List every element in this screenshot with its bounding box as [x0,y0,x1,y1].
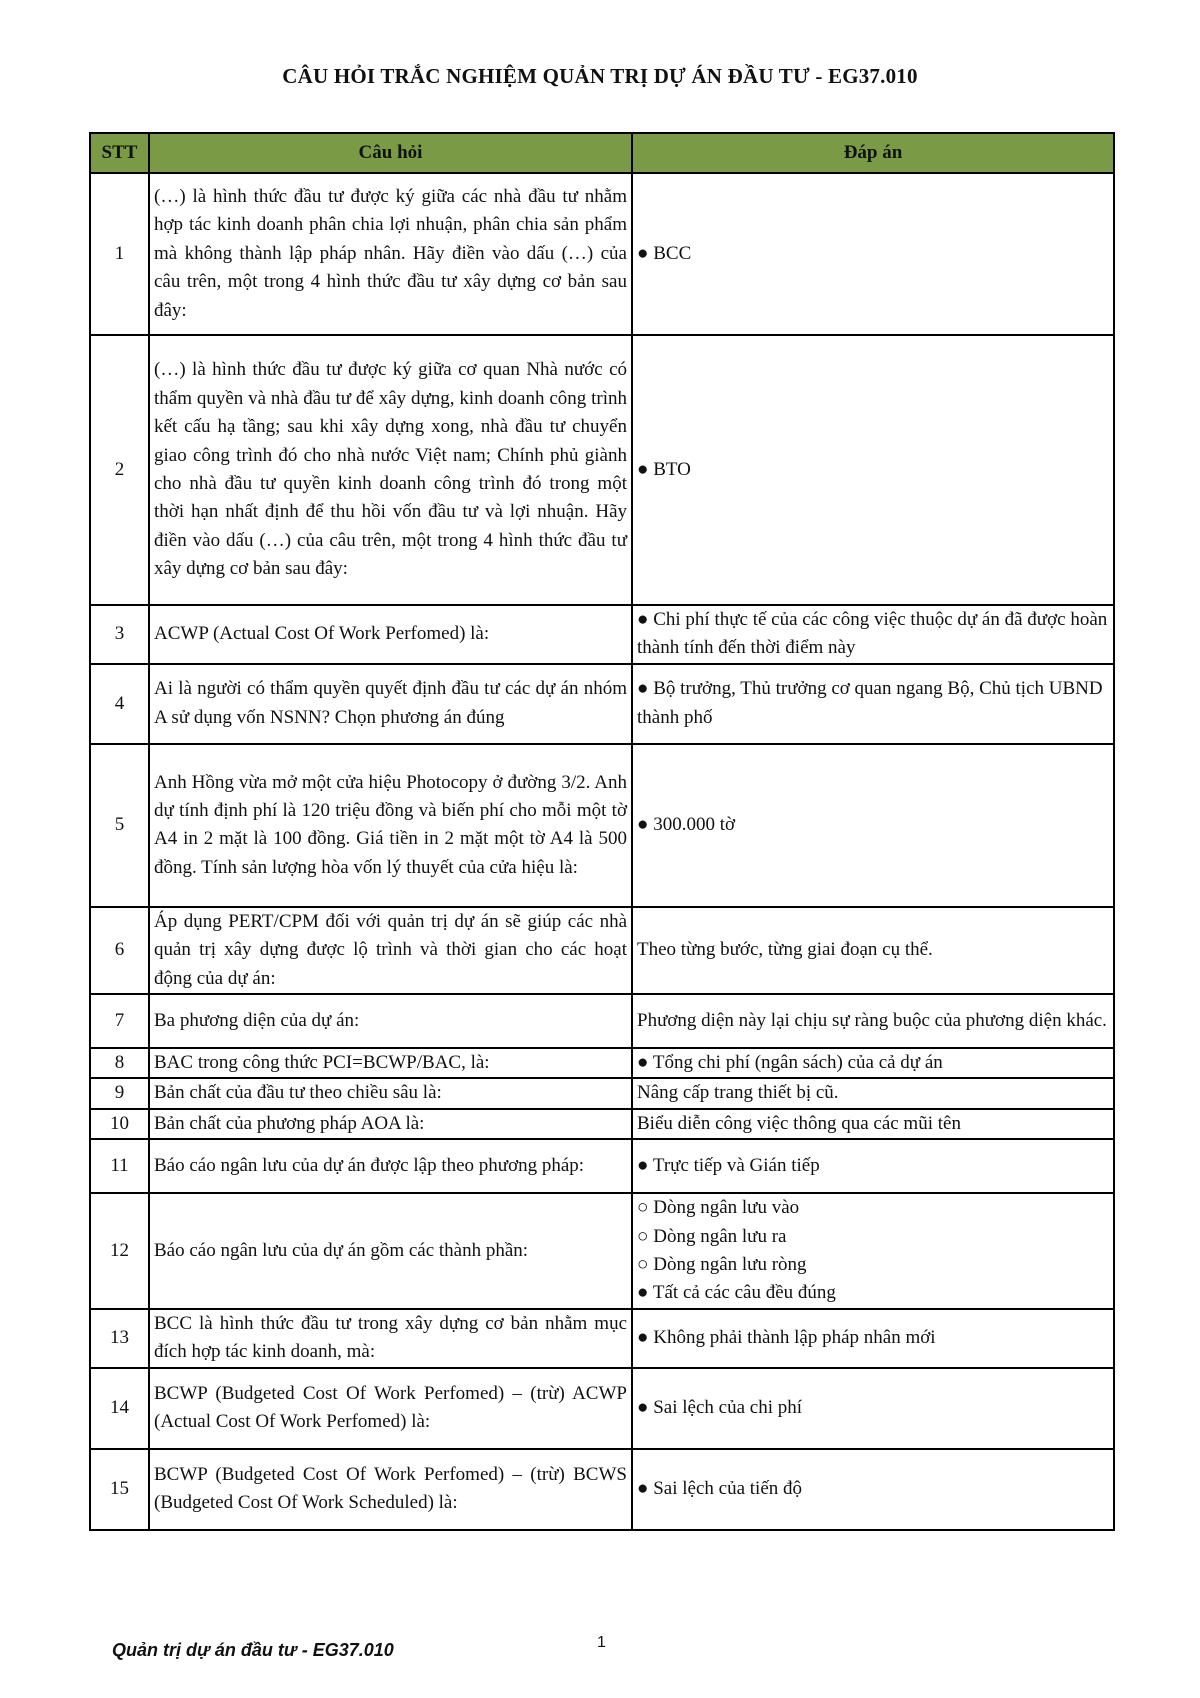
table-row [90,664,1114,744]
answer-option: ● BTO [637,458,691,480]
answer-cell [632,1048,1114,1078]
header-stt: STT [90,133,149,173]
answer-option: ● Chi phí thực tế của các công việc thuộc dự án đã được hoàn thành tính đến thời điểm này [637,609,1108,659]
answer-cell [632,605,1114,664]
page-number: 1 [597,1634,606,1651]
question-text: BCWP (Budgeted Cost Of Work Perfomed) – (trừ) BCWS (Budgeted Cost Of Work Scheduled) là: [149,1449,632,1530]
answer-option: Theo từng bước, từng giai đoạn cụ thể. [637,939,933,961]
answer-option: ● Không phải thành lập pháp nhân mới [637,1327,936,1349]
answer-option: Biểu diễn công việc thông qua các mũi tên [637,1112,961,1134]
answer-option: ● Tất cả các câu đều đúng [637,1282,836,1304]
question-text: Ba phương diện của dự án: [149,994,632,1048]
question-text: BCWP (Budgeted Cost Of Work Perfomed) – (trừ) ACWP (Actual Cost Of Work Perfomed) là: [149,1368,632,1449]
answer-cell [632,1193,1114,1309]
question-number: 13 [90,1309,149,1368]
table-row [90,1109,1114,1139]
question-number: 3 [90,605,149,664]
question-text: Bản chất của phương pháp AOA là: [149,1109,632,1139]
question-number: 11 [90,1139,149,1193]
header-question: Câu hỏi [149,133,632,173]
answer-option: Phương diện này lại chịu sự ràng buộc của phương diện khác. [637,1009,1107,1031]
answer-cell [632,1368,1114,1449]
question-number: 15 [90,1449,149,1530]
answer-option: ● Sai lệch của chi phí [637,1396,803,1418]
question-number: 8 [90,1048,149,1078]
question-text: (…) là hình thức đầu tư được ký giữa các nhà đầu tư nhằm hợp tác kinh doanh phân chia lợi nhuận, phân chia sản phẩm mà không thành lập pháp nhân. Hãy điền vào dấu (…) của câu trên, một trong 4 hình thức đầu tư xây dựng cơ bản sau đây: [149,173,632,335]
table-row [90,1449,1114,1530]
question-text: Báo cáo ngân lưu của dự án gồm các thành phần: [149,1193,632,1309]
question-text: Anh Hồng vừa mở một cửa hiệu Photocopy ở đường 3/2. Anh dự tính định phí là 120 triệu đồng và biến phí cho mỗi một tờ A4 in 2 mặt là 100 đồng. Giá tiền in 2 mặt một tờ A4 là 500 đồng. Tính sản lượng hòa vốn lý thuyết của cửa hiệu là: [149,744,632,907]
table-row [90,173,1114,335]
question-text: Ai là người có thẩm quyền quyết định đầu tư các dự án nhóm A sử dụng vốn NSNN? Chọn phương án đúng [149,664,632,744]
answer-option: ● 300.000 tờ [637,814,736,836]
answer-cell [632,1139,1114,1193]
answer-option: ● Bộ trưởng, Thủ trưởng cơ quan ngang Bộ, Chủ tịch UBND thành phố [637,678,1103,728]
question-number: 12 [90,1193,149,1309]
answer-cell [632,173,1114,335]
answer-option: ● Tổng chi phí (ngân sách) của cả dự án [637,1052,943,1074]
answer-cell [632,335,1114,605]
answer-cell [632,1109,1114,1139]
answer-cell [632,1449,1114,1530]
table-row [90,1309,1114,1368]
answer-option: ○ Dòng ngân lưu vào [637,1197,800,1219]
document-title: CÂU HỎI TRẮC NGHIỆM QUẢN TRỊ DỰ ÁN ĐẦU TƯ - EG37.010 [282,64,918,88]
question-text: Bản chất của đầu tư theo chiều sâu là: [149,1078,632,1108]
table-row [90,744,1114,907]
footer-course-name: Quản trị dự án đầu tư - EG37.010 [112,1640,394,1660]
answer-option: ○ Dòng ngân lưu ròng [637,1254,807,1276]
answer-cell [632,1309,1114,1368]
table-row [90,1078,1114,1108]
question-number: 5 [90,744,149,907]
table-row [90,1048,1114,1078]
answer-cell [632,907,1114,994]
table-header-row [90,133,1114,173]
question-text: ACWP (Actual Cost Of Work Perfomed) là: [149,605,632,664]
question-number: 4 [90,664,149,744]
table-row [90,1139,1114,1193]
table-row [90,907,1114,994]
question-number: 2 [90,335,149,605]
question-text: Báo cáo ngân lưu của dự án được lập theo phương pháp: [149,1139,632,1193]
answer-cell [632,994,1114,1048]
table-row [90,994,1114,1048]
answer-cell [632,664,1114,744]
question-text: Áp dụng PERT/CPM đối với quản trị dự án sẽ giúp các nhà quản trị xây dựng được lộ trình và thời gian cho các hoạt động của dự án: [149,907,632,994]
table-row [90,1193,1114,1309]
answer-option: Nâng cấp trang thiết bị cũ. [637,1082,839,1104]
qa-table [89,132,1115,1531]
question-number: 9 [90,1078,149,1108]
answer-cell [632,1078,1114,1108]
question-text: BAC trong công thức PCI=BCWP/BAC, là: [149,1048,632,1078]
table-row [90,1368,1114,1449]
answer-option: ● Trực tiếp và Gián tiếp [637,1155,820,1177]
question-number: 14 [90,1368,149,1449]
table-row [90,335,1114,605]
question-number: 7 [90,994,149,1048]
header-answer: Đáp án [632,133,1114,173]
answer-option: ○ Dòng ngân lưu ra [637,1225,787,1247]
question-number: 6 [90,907,149,994]
question-text: BCC là hình thức đầu tư trong xây dựng cơ bản nhằm mục đích hợp tác kinh doanh, mà: [149,1309,632,1368]
answer-cell [632,744,1114,907]
question-number: 10 [90,1109,149,1139]
table-row [90,605,1114,664]
answer-option: ● BCC [637,242,692,264]
question-text: (…) là hình thức đầu tư được ký giữa cơ quan Nhà nước có thẩm quyền và nhà đầu tư để xây dựng, kinh doanh công trình kết cấu hạ tầng; sau khi xây dựng xong, nhà đầu tư chuyển giao công trình đó cho nhà nước Việt nam; Chính phủ giành cho nhà đầu tư quyền kinh doanh công trình đó trong một thời hạn nhất định để thu hồi vốn đầu tư và lợi nhuận. Hãy điền vào dấu (…) của câu trên, một trong 4 hình thức đầu tư xây dựng cơ bản sau đây: [149,335,632,605]
answer-option: ● Sai lệch của tiến độ [637,1477,803,1499]
question-number: 1 [90,173,149,335]
